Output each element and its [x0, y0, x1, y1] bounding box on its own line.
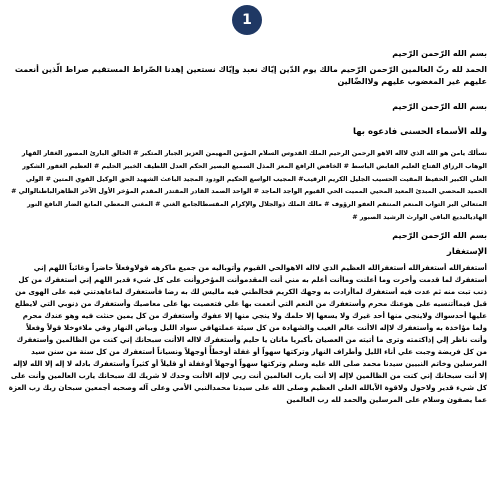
- basmala-third: بسم الله الرّحمن الرّحيم: [392, 230, 487, 240]
- istighfar-text: أستغفرالله أستغفرالله أستغفرالله العظيم الذي لااله الاهوالحي القيوم وأتوباليه من جميع ماكرهه قولاوفعلاً حاضراً وغائباً اللهم إني أستغفرك لما قدمت وأخرت وما أعلنت وماأنت أعلم به مني أنت المقدموأنت المؤخروأنت على كل شيء قدير اللهم إني أستغفرك من كل ذنب تبت منه ثم عدت فيه أستغفرك لماأرادت به وجهك الكريم فخالطني فيه ماليس لك به رضا فأستغفرك لماعاهدتني فيه على الهوى من قبل فيماأتنسيه على هوعنك محرم وأستغفرك من النعم التي أنعمت بها علي فتعصيت بها على معاصيك وأستغفرك من ذنوبي التي لايطلع عليها أحدسواك ولاينجي منها أحد غيرك ولا يسعها إلا حلمك ولا ينجي منها إلا عفوك وأستغفرك من كل يمين حنثت فيه وهو عندك محرم ولما مؤاخذة به وأستغفرك لاإله الاأنت عالم الغيب والشهادة من كل سيئة عملتهافي سواد الليل وبياض النهار وفي ملاءوخلا قولاً وفعلاً وأنت ناظر إلي إذاكتمته وترى ما أتيته من العصيان بأكبريا مانان يا حليم وأستغفرك لااله الاأنت سبحانك إني كنت من الظالمين وأستغفرك من كل فريضة وجبت علي أناء الليل وأطراف النهار وتركتها سهواً أو غفلة أوخطأً أوجهلاً ونسياناً أستغفرك من كل سنة من سنن سيد المرسلين وخاتم النبيين سيدنا محمد صلى الله عليه وسلم وتركتها سهواً أوجهلاً أوغفلة أو قليلاً أو كثيراً وأستغفرك بادله لا إله إلا الله لاإله إلا أنت سبحانك إني كنت من الظالمين لاإله إلا أنت يارب العالمين أنت ربي لاإله الاأنت وحدك لا شريك لك سبحانك يارب العالمين وأنت على كل شيء قدير ولاحول ولاقوة الاًبالله العلي العظيم وصلى الله على سيدنا محمدالنبي الأمي وعلى آله وصحبه أجمعين سبحان ربك رب العزة عما يصفون وسلام على المرسلين والحمد لله رب العالمين: [8, 262, 487, 404]
- page-number-badge: 1: [232, 5, 262, 35]
- fatiha-text: الحمد لله ربّ العالمين الرّحمن الرّحيم مالك يوم الدّين إيّاك نعبد وإيّاك نستعين إهدنا الصّراط المستقيم صراط الّذين أنعمت عليهم غير المغضوب عليهم ولاالضّالين: [14, 65, 487, 86]
- document-body: [8, 42, 487, 406]
- basmala-second: بسم الله الرّحمن الرّحيم: [392, 102, 487, 111]
- asma-husna-text: نسألك يامن هو الله الذي لااله الاهو الرحمن الرحيم الملك القدوس السلام المؤمن المهيمن العزيز الجبار المتكبر # الخالق البارئ المصور الغفار القهار الوهاب الرزاق الفتاح العليم القابض الباسط # الخافض الرافع المعز المذل السميع البصير الحكم العدل اللطيف الخبير الحليم # العظيم الغفور الشكور العلي الكبير الحفيظ المقيت الحسيب الجليل الكريم الرقيب# المجيب الواسع الحكيم الودود المجيد الباعث الشهيد الحق الوكيل القوي المتين # الولي الحميد المحصي المبدئ المعيد المحيي المميت الحي القيوم الواجد الماجد # الواحد الصمد القادر المقتدر المقدم المؤخر الأول الآخر الظاهرالباطنالوالي # المتعالي البر التواب المنعم المنتقم العفو الرؤوف # مالك الملك ذوالجلال والإكرام المقسطالجامع الغني # المغني المعطي المانع الضار النافع النور الهاديالبديع الباقي الوارث الرشيد الصبور #: [11, 149, 487, 221]
- basmala: بسم الله الرّحمن الرّحيم: [392, 49, 487, 58]
- asma-heading: ولله الأسماء الحسنى فادعوه بها: [353, 127, 487, 137]
- istighfar-heading: الإستغفار: [446, 246, 487, 257]
